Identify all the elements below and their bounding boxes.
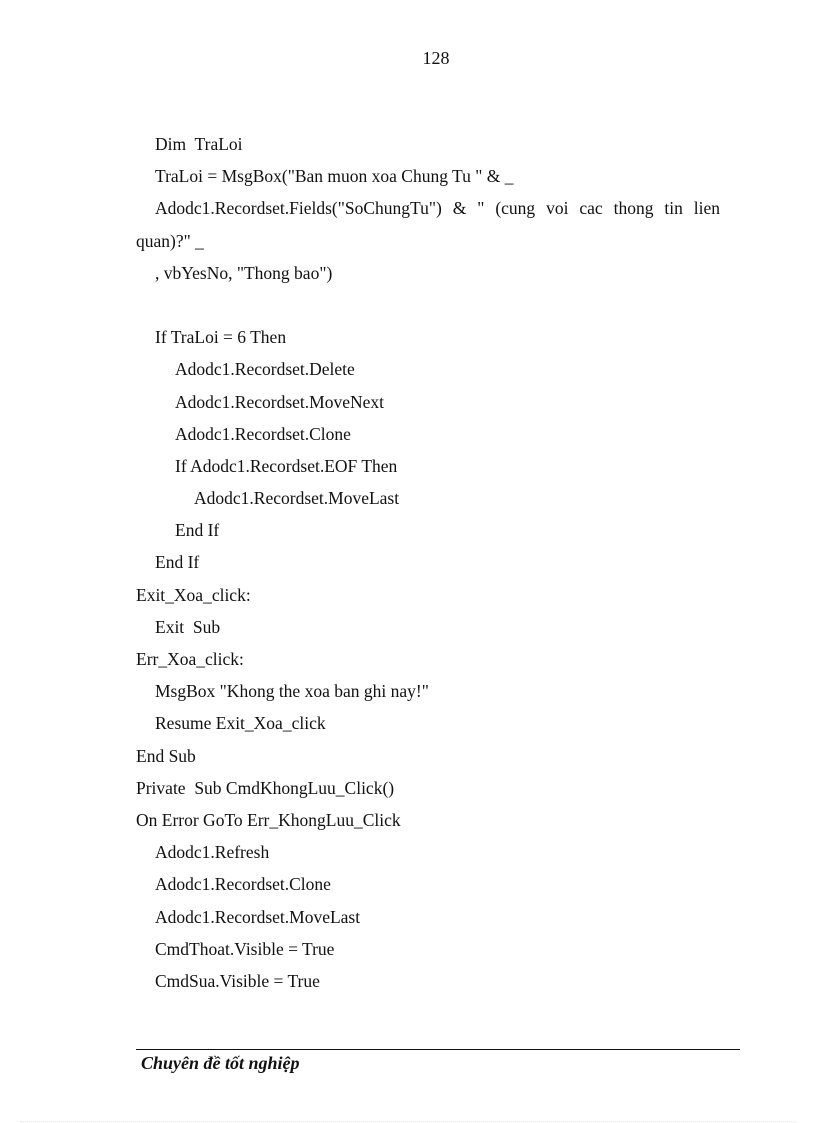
page-number: 128: [422, 48, 450, 68]
page-bottom-edge: [20, 1121, 796, 1122]
code-line: On Error GoTo Err_KhongLuu_Click: [136, 809, 401, 830]
code-line: Exit Sub: [155, 616, 221, 637]
code-line: Adodc1.Recordset.MoveLast: [155, 906, 361, 927]
blank-code-line: [136, 289, 720, 321]
code-line: If Adodc1.Recordset.EOF Then: [175, 455, 398, 476]
code-line: TraLoi = MsgBox("Ban muon xoa Chung Tu " & _: [155, 166, 514, 187]
code-line: Resume Exit_Xoa_click: [155, 713, 326, 734]
footer-title: Chuyên đề tốt nghiệp: [141, 1053, 300, 1073]
code-line: Adodc1.Recordset.MoveNext: [175, 391, 384, 412]
code-listing: [136, 128, 720, 997]
code-line: Adodc1.Recordset.MoveLast: [194, 488, 400, 509]
code-line: End Sub: [136, 745, 196, 766]
code-line: MsgBox "Khong the xoa ban ghi nay!": [155, 681, 429, 702]
code-line: End If: [155, 552, 200, 573]
code-line: , vbYesNo, "Thong bao"): [155, 262, 333, 283]
code-line: Dim TraLoi: [155, 134, 243, 154]
code-line: Err_Xoa_click:: [136, 649, 244, 670]
code-line: CmdSua.Visible = True: [155, 970, 320, 991]
footer-divider: [136, 1049, 740, 1050]
code-line: Adodc1.Recordset.Fields("SoChungTu") & " (cung voi cac thong tin lien quan)?" _: [136, 198, 720, 251]
code-line: End If: [175, 520, 220, 541]
code-line: If TraLoi = 6 Then: [155, 327, 287, 348]
code-line: Exit_Xoa_click:: [136, 584, 251, 605]
code-line: Private Sub CmdKhongLuu_Click(): [136, 777, 395, 798]
code-line: Adodc1.Recordset.Clone: [155, 874, 331, 895]
code-line: Adodc1.Refresh: [155, 842, 270, 863]
code-line: Adodc1.Recordset.Delete: [175, 359, 355, 380]
code-line: Adodc1.Recordset.Clone: [175, 423, 351, 444]
code-line: CmdThoat.Visible = True: [155, 938, 335, 959]
